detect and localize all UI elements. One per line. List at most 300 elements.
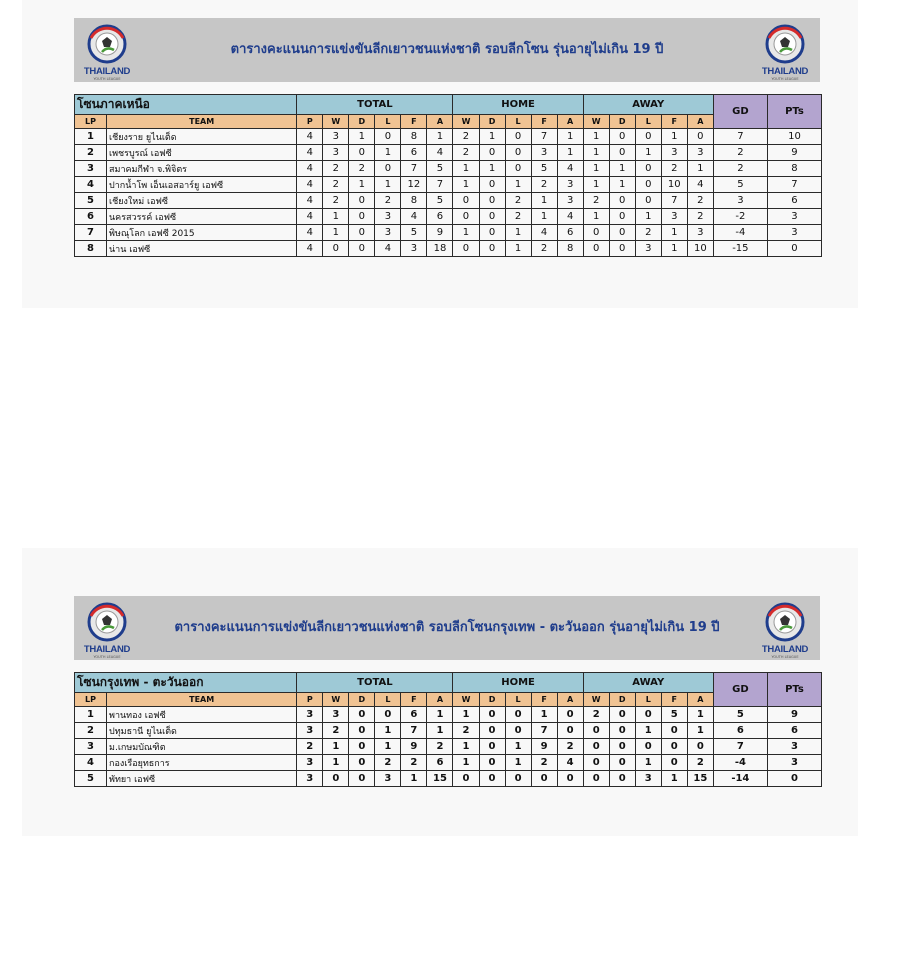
table-row: [75, 209, 822, 225]
row-goal-difference: 2: [713, 161, 767, 177]
row-total-w: 3: [323, 707, 349, 723]
row-team-name: พานทอง เอฟซี: [107, 707, 297, 723]
row-home-f: 1: [531, 193, 557, 209]
row-team-name: ปากน้ำโพ เอ็นเอสอาร์ยู เอฟซี: [107, 177, 297, 193]
row-points: 0: [767, 241, 821, 257]
row-position: 1: [75, 707, 107, 723]
row-total-a: 1: [427, 129, 453, 145]
column-header-total-d: D: [349, 693, 375, 707]
row-home-w: 1: [453, 161, 479, 177]
row-total-f: 4: [401, 209, 427, 225]
row-home-a: 1: [557, 129, 583, 145]
row-points: 6: [767, 723, 821, 739]
row-points: 3: [767, 225, 821, 241]
row-goal-difference: 2: [713, 145, 767, 161]
row-total-w: 3: [323, 129, 349, 145]
row-away-l: 0: [635, 161, 661, 177]
row-away-l: 0: [635, 129, 661, 145]
column-header-total-a: A: [427, 115, 453, 129]
row-team-name: ปทุมธานี ยูไนเต็ด: [107, 723, 297, 739]
row-away-f: 7: [661, 193, 687, 209]
row-goal-difference: -4: [713, 755, 767, 771]
row-total-a: 1: [427, 707, 453, 723]
row-away-w: 0: [583, 723, 609, 739]
row-total-f: 5: [401, 225, 427, 241]
row-home-a: 0: [557, 707, 583, 723]
row-team-name: พิษณุโลก เอฟซี 2015: [107, 225, 297, 241]
row-away-d: 0: [609, 707, 635, 723]
row-away-a: 0: [687, 739, 713, 755]
row-away-f: 1: [661, 129, 687, 145]
row-away-f: 0: [661, 723, 687, 739]
row-away-w: 0: [583, 755, 609, 771]
row-away-a: 3: [687, 145, 713, 161]
row-away-d: 0: [609, 145, 635, 161]
row-home-l: 0: [505, 707, 531, 723]
column-header-away-d: D: [609, 115, 635, 129]
row-points: 10: [767, 129, 821, 145]
title-banner: [74, 596, 820, 660]
row-home-w: 1: [453, 755, 479, 771]
row-home-l: 1: [505, 241, 531, 257]
row-home-f: 7: [531, 723, 557, 739]
row-total-f: 6: [401, 145, 427, 161]
row-home-l: 0: [505, 161, 531, 177]
row-total-w: 1: [323, 739, 349, 755]
row-home-l: 0: [505, 145, 531, 161]
column-header-away-l: L: [635, 693, 661, 707]
logo-subtext: YOUTH LEAGUE: [93, 77, 121, 81]
row-away-d: 0: [609, 193, 635, 209]
column-header-home-f: F: [531, 693, 557, 707]
row-home-w: 0: [453, 241, 479, 257]
row-away-a: 2: [687, 193, 713, 209]
row-total-w: 3: [323, 145, 349, 161]
row-away-a: 2: [687, 755, 713, 771]
row-home-f: 3: [531, 145, 557, 161]
row-home-f: 5: [531, 161, 557, 177]
row-away-l: 1: [635, 755, 661, 771]
row-away-d: 0: [609, 209, 635, 225]
row-total-d: 0: [349, 755, 375, 771]
row-points: 0: [767, 771, 821, 787]
row-away-d: 0: [609, 771, 635, 787]
column-header-home-l: L: [505, 115, 531, 129]
row-total-a: 2: [427, 739, 453, 755]
row-goal-difference: -4: [713, 225, 767, 241]
row-away-l: 2: [635, 225, 661, 241]
row-away-l: 3: [635, 241, 661, 257]
row-away-w: 2: [583, 193, 609, 209]
row-total-a: 5: [427, 193, 453, 209]
row-total-l: 3: [375, 209, 401, 225]
row-away-f: 1: [661, 771, 687, 787]
row-total-p: 3: [297, 707, 323, 723]
row-position: 2: [75, 723, 107, 739]
row-home-w: 1: [453, 177, 479, 193]
row-away-w: 1: [583, 129, 609, 145]
row-away-f: 0: [661, 755, 687, 771]
row-away-f: 1: [661, 241, 687, 257]
row-home-w: 1: [453, 739, 479, 755]
table-row: [75, 723, 822, 739]
group-header-total: TOTAL: [297, 673, 453, 693]
row-total-p: 4: [297, 225, 323, 241]
row-total-f: 3: [401, 241, 427, 257]
table-row: [75, 707, 822, 723]
row-total-a: 4: [427, 145, 453, 161]
row-home-d: 0: [479, 707, 505, 723]
row-home-a: 3: [557, 193, 583, 209]
column-header-team: TEAM: [107, 693, 297, 707]
logo-ball-graphic: [756, 22, 814, 68]
zone-name: โซนกรุงเทพ - ตะวันออก: [75, 673, 297, 693]
row-away-f: 3: [661, 209, 687, 225]
table-row: [75, 193, 822, 209]
row-position: 5: [75, 193, 107, 209]
standings-table: [74, 94, 822, 257]
row-total-d: 1: [349, 129, 375, 145]
row-team-name: เชียงราย ยูไนเต็ด: [107, 129, 297, 145]
row-total-a: 6: [427, 209, 453, 225]
column-header-gd: GD: [713, 95, 767, 129]
row-away-d: 0: [609, 739, 635, 755]
table-row: [75, 129, 822, 145]
row-away-l: 0: [635, 739, 661, 755]
row-total-d: 0: [349, 145, 375, 161]
group-header-home: HOME: [453, 95, 583, 115]
row-home-f: 1: [531, 707, 557, 723]
row-home-d: 0: [479, 771, 505, 787]
row-away-l: 1: [635, 145, 661, 161]
row-team-name: พัทยา เอฟซี: [107, 771, 297, 787]
row-total-w: 1: [323, 755, 349, 771]
row-total-d: 0: [349, 707, 375, 723]
row-away-f: 2: [661, 161, 687, 177]
row-home-d: 0: [479, 209, 505, 225]
row-total-a: 7: [427, 177, 453, 193]
row-total-f: 9: [401, 739, 427, 755]
row-points: 8: [767, 161, 821, 177]
row-home-d: 0: [479, 739, 505, 755]
row-total-f: 7: [401, 723, 427, 739]
row-total-p: 4: [297, 129, 323, 145]
row-away-d: 0: [609, 723, 635, 739]
row-total-p: 4: [297, 161, 323, 177]
group-header-away: AWAY: [583, 95, 713, 115]
standings-card-north: [22, 0, 858, 308]
row-total-d: 0: [349, 771, 375, 787]
row-away-f: 3: [661, 145, 687, 161]
row-home-d: 1: [479, 161, 505, 177]
row-home-l: 0: [505, 723, 531, 739]
row-total-l: 1: [375, 739, 401, 755]
row-points: 3: [767, 739, 821, 755]
column-header-home-a: A: [557, 115, 583, 129]
row-home-f: 7: [531, 129, 557, 145]
row-home-a: 4: [557, 755, 583, 771]
row-home-w: 0: [453, 209, 479, 225]
row-total-l: 2: [375, 755, 401, 771]
row-team-name: น่าน เอฟซี: [107, 241, 297, 257]
row-home-a: 3: [557, 177, 583, 193]
row-total-d: 0: [349, 225, 375, 241]
table-row: [75, 755, 822, 771]
row-home-l: 1: [505, 177, 531, 193]
group-header-home: HOME: [453, 673, 583, 693]
logo-text: THAILAND: [83, 66, 131, 77]
row-total-a: 18: [427, 241, 453, 257]
row-away-a: 15: [687, 771, 713, 787]
row-total-l: 1: [375, 723, 401, 739]
row-home-w: 2: [453, 723, 479, 739]
row-total-l: 0: [375, 707, 401, 723]
row-home-l: 1: [505, 755, 531, 771]
column-header-total-w: W: [323, 693, 349, 707]
logo-text: THAILAND: [761, 66, 809, 77]
row-total-w: 2: [323, 177, 349, 193]
row-position: 1: [75, 129, 107, 145]
column-header-home-w: W: [453, 693, 479, 707]
row-position: 3: [75, 739, 107, 755]
row-team-name: ม.เกษมบัณฑิต: [107, 739, 297, 755]
row-total-a: 5: [427, 161, 453, 177]
row-away-a: 1: [687, 723, 713, 739]
row-home-f: 4: [531, 225, 557, 241]
column-header-lp: LP: [75, 115, 107, 129]
row-home-a: 8: [557, 241, 583, 257]
logo-ball-graphic: [756, 600, 814, 646]
row-total-l: 2: [375, 193, 401, 209]
column-header-home-w: W: [453, 115, 479, 129]
column-header-home-f: F: [531, 115, 557, 129]
row-total-l: 0: [375, 161, 401, 177]
row-position: 4: [75, 755, 107, 771]
logo-text: THAILAND: [761, 644, 809, 655]
row-away-f: 10: [661, 177, 687, 193]
row-total-w: 0: [323, 241, 349, 257]
row-total-l: 3: [375, 771, 401, 787]
column-header-away-w: W: [583, 115, 609, 129]
table-row: [75, 145, 822, 161]
column-header-pts: PTs: [767, 673, 821, 707]
logo-ball-graphic: [78, 600, 136, 646]
row-position: 7: [75, 225, 107, 241]
row-away-a: 4: [687, 177, 713, 193]
row-total-l: 4: [375, 241, 401, 257]
row-total-p: 3: [297, 771, 323, 787]
row-away-w: 0: [583, 225, 609, 241]
row-total-a: 1: [427, 723, 453, 739]
row-team-name: สมาคมกีฬา จ.พิจิตร: [107, 161, 297, 177]
thailand-youth-league-logo: [756, 22, 814, 81]
row-home-f: 0: [531, 771, 557, 787]
table-row: [75, 771, 822, 787]
row-home-d: 1: [479, 129, 505, 145]
column-header-gd: GD: [713, 673, 767, 707]
row-total-f: 8: [401, 129, 427, 145]
row-team-name: นครสวรรค์ เอฟซี: [107, 209, 297, 225]
row-points: 3: [767, 755, 821, 771]
row-total-f: 6: [401, 707, 427, 723]
column-header-total-a: A: [427, 693, 453, 707]
row-home-f: 2: [531, 241, 557, 257]
row-home-w: 1: [453, 225, 479, 241]
row-away-w: 1: [583, 209, 609, 225]
row-home-a: 4: [557, 209, 583, 225]
row-goal-difference: 5: [713, 707, 767, 723]
column-header-home-d: D: [479, 115, 505, 129]
column-header-away-a: A: [687, 693, 713, 707]
row-home-w: 1: [453, 707, 479, 723]
row-position: 4: [75, 177, 107, 193]
row-total-w: 1: [323, 209, 349, 225]
row-goal-difference: 6: [713, 723, 767, 739]
row-home-d: 0: [479, 177, 505, 193]
row-total-d: 0: [349, 739, 375, 755]
column-header-total-l: L: [375, 115, 401, 129]
row-away-d: 0: [609, 225, 635, 241]
row-away-w: 1: [583, 177, 609, 193]
row-total-d: 0: [349, 209, 375, 225]
row-away-a: 2: [687, 209, 713, 225]
row-home-a: 4: [557, 161, 583, 177]
column-header-away-w: W: [583, 693, 609, 707]
table-row: [75, 161, 822, 177]
logo-subtext: YOUTH LEAGUE: [771, 77, 799, 81]
row-total-d: 2: [349, 161, 375, 177]
row-home-d: 0: [479, 241, 505, 257]
row-home-f: 1: [531, 209, 557, 225]
row-away-a: 10: [687, 241, 713, 257]
row-home-l: 1: [505, 225, 531, 241]
row-away-d: 0: [609, 755, 635, 771]
row-position: 8: [75, 241, 107, 257]
row-goal-difference: -2: [713, 209, 767, 225]
row-home-a: 0: [557, 723, 583, 739]
row-total-p: 4: [297, 145, 323, 161]
row-home-d: 0: [479, 145, 505, 161]
logo-ball-graphic: [78, 22, 136, 68]
row-home-w: 0: [453, 771, 479, 787]
row-home-l: 1: [505, 739, 531, 755]
row-position: 5: [75, 771, 107, 787]
row-home-l: 0: [505, 129, 531, 145]
row-home-d: 0: [479, 755, 505, 771]
column-header-total-l: L: [375, 693, 401, 707]
row-points: 9: [767, 707, 821, 723]
row-total-d: 0: [349, 241, 375, 257]
column-header-away-f: F: [661, 693, 687, 707]
row-total-w: 2: [323, 723, 349, 739]
row-total-p: 4: [297, 177, 323, 193]
row-total-p: 4: [297, 241, 323, 257]
row-away-l: 0: [635, 707, 661, 723]
row-away-w: 2: [583, 707, 609, 723]
row-goal-difference: 5: [713, 177, 767, 193]
row-away-w: 0: [583, 739, 609, 755]
row-goal-difference: 7: [713, 739, 767, 755]
table-row: [75, 225, 822, 241]
title-banner: [74, 18, 820, 82]
row-home-w: 0: [453, 193, 479, 209]
row-away-w: 0: [583, 771, 609, 787]
logo-subtext: YOUTH LEAGUE: [93, 655, 121, 659]
column-header-home-a: A: [557, 693, 583, 707]
column-header-total-f: F: [401, 693, 427, 707]
row-team-name: เพชรบูรณ์ เอฟซี: [107, 145, 297, 161]
row-away-f: 0: [661, 739, 687, 755]
row-points: 9: [767, 145, 821, 161]
row-home-a: 0: [557, 771, 583, 787]
row-points: 6: [767, 193, 821, 209]
row-total-a: 9: [427, 225, 453, 241]
row-away-a: 1: [687, 707, 713, 723]
logo-subtext: YOUTH LEAGUE: [771, 655, 799, 659]
row-goal-difference: -15: [713, 241, 767, 257]
row-away-d: 0: [609, 129, 635, 145]
column-header-total-d: D: [349, 115, 375, 129]
row-away-l: 1: [635, 723, 661, 739]
row-total-p: 4: [297, 209, 323, 225]
row-position: 2: [75, 145, 107, 161]
row-total-w: 2: [323, 193, 349, 209]
column-header-away-l: L: [635, 115, 661, 129]
column-header-away-a: A: [687, 115, 713, 129]
column-header-home-l: L: [505, 693, 531, 707]
thailand-youth-league-logo: [756, 600, 814, 659]
row-home-f: 9: [531, 739, 557, 755]
logo-text: THAILAND: [83, 644, 131, 655]
row-home-d: 0: [479, 225, 505, 241]
row-total-p: 3: [297, 723, 323, 739]
row-total-w: 0: [323, 771, 349, 787]
standings-card-bangkok-east: [22, 548, 858, 836]
column-header-away-d: D: [609, 693, 635, 707]
row-home-f: 2: [531, 755, 557, 771]
column-header-total-f: F: [401, 115, 427, 129]
row-total-f: 2: [401, 755, 427, 771]
row-away-w: 1: [583, 161, 609, 177]
column-header-total-w: W: [323, 115, 349, 129]
row-away-w: 1: [583, 145, 609, 161]
zone-name: โซนภาคเหนือ: [75, 95, 297, 115]
column-header-pts: PTs: [767, 95, 821, 129]
row-total-f: 8: [401, 193, 427, 209]
row-goal-difference: 7: [713, 129, 767, 145]
standings-table: [74, 672, 822, 787]
column-header-home-d: D: [479, 693, 505, 707]
row-home-a: 1: [557, 145, 583, 161]
row-home-f: 2: [531, 177, 557, 193]
row-total-f: 12: [401, 177, 427, 193]
row-away-w: 0: [583, 241, 609, 257]
row-points: 3: [767, 209, 821, 225]
row-away-a: 0: [687, 129, 713, 145]
column-header-total-p: P: [297, 693, 323, 707]
column-header-total-p: P: [297, 115, 323, 129]
row-points: 7: [767, 177, 821, 193]
row-total-l: 3: [375, 225, 401, 241]
row-away-a: 3: [687, 225, 713, 241]
row-total-f: 7: [401, 161, 427, 177]
table-row: [75, 739, 822, 755]
row-team-name: เชียงใหม่ เอฟซี: [107, 193, 297, 209]
row-home-a: 6: [557, 225, 583, 241]
row-away-l: 0: [635, 193, 661, 209]
row-total-d: 1: [349, 177, 375, 193]
row-goal-difference: -14: [713, 771, 767, 787]
